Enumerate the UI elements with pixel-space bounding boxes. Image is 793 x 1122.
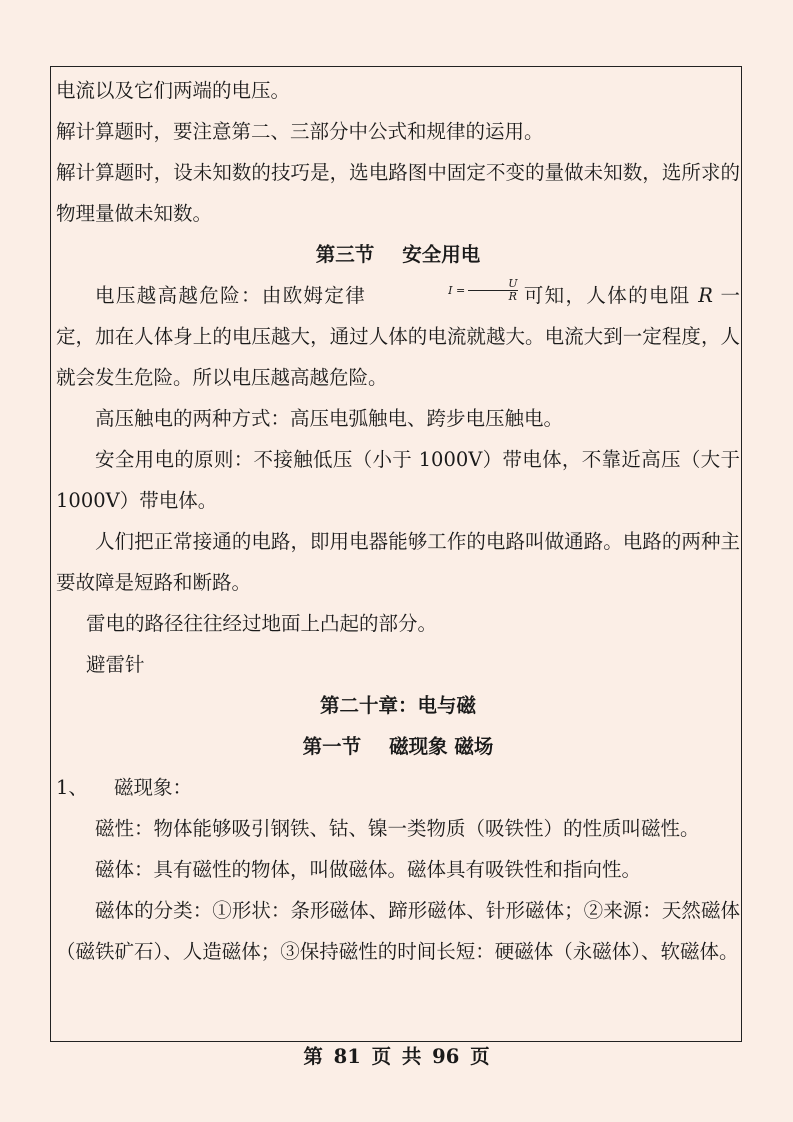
- section-title: 磁现象 磁场: [389, 735, 494, 758]
- section-heading-magnetism: [56, 726, 740, 767]
- page-footer: 第 81 页 共 96 页: [303, 1045, 490, 1068]
- voltage-danger-mid: 可知，人体的电阻: [522, 284, 691, 307]
- paragraph-calc-tip: 解计算题时，设未知数的技巧是，选电路图中固定不变的量做未知数，选所求的物理量做未知数。: [56, 161, 740, 225]
- list-label: 磁现象：: [114, 776, 193, 799]
- paragraph-voltage-continued: 电流以及它们两端的电压。: [56, 79, 291, 102]
- formula-denominator: R: [508, 290, 517, 303]
- list-item-magnetic-phenomena: [56, 767, 740, 808]
- paragraph-magnetism: 磁性：物体能够吸引钢铁、钴、镍一类物质（吸铁性）的性质叫磁性。: [95, 817, 700, 840]
- section-heading-safety: [56, 234, 740, 275]
- voltage-danger-rest: 一定，加在人体身上的电压越大，通过人体的电流就越大。电流大到一定程度，人就会发生危险。所以电压越高越危险。: [56, 284, 740, 389]
- document-body: [56, 70, 740, 972]
- paragraph-classification: 磁体的分类：①形状：条形磁体、蹄形磁体、针形磁体；②来源：天然磁体（磁铁矿石）、人造磁体；③保持磁性的时间长短：硬磁体（永磁体）、软磁体。: [56, 899, 740, 963]
- paragraph-lightning-rod: 避雷针: [86, 653, 145, 676]
- formula-fraction: [468, 278, 518, 303]
- paragraph-safety-principle: 安全用电的原则：不接触低压（小于 1000V）带电体，不靠近高压（大于 1000V）带电体。: [56, 448, 740, 512]
- paragraph-circuit: 人们把正常接通的电路，即用电器能够工作的电路叫做通路。电路的两种主要故障是短路和断路。: [56, 530, 740, 594]
- chapter-heading: 第二十章：电与磁: [319, 694, 476, 717]
- formula-lhs: I =: [448, 283, 466, 297]
- formula-numerator: U: [468, 278, 518, 291]
- paragraph-magnet: 磁体：具有磁性的物体，叫做磁体。磁体具有吸铁性和指向性。: [95, 858, 642, 881]
- ohms-law-formula: [370, 278, 518, 303]
- section-title: 安全用电: [402, 243, 481, 266]
- paragraph-calc-note: 解计算题时，要注意第二、三部分中公式和规律的运用。: [56, 120, 544, 143]
- paragraph-voltage-danger: [56, 275, 740, 398]
- section-number: 第一节: [302, 735, 362, 758]
- section-number: 第三节: [315, 243, 375, 266]
- voltage-danger-intro: 电压越高越危险：由欧姆定律: [95, 284, 367, 307]
- resistance-variable: R: [698, 284, 713, 307]
- list-number: 1、: [56, 776, 88, 799]
- paragraph-high-voltage: 高压触电的两种方式：高压电弧触电、跨步电压触电。: [95, 407, 564, 430]
- paragraph-lightning: 雷电的路径往往经过地面上凸起的部分。: [86, 612, 438, 635]
